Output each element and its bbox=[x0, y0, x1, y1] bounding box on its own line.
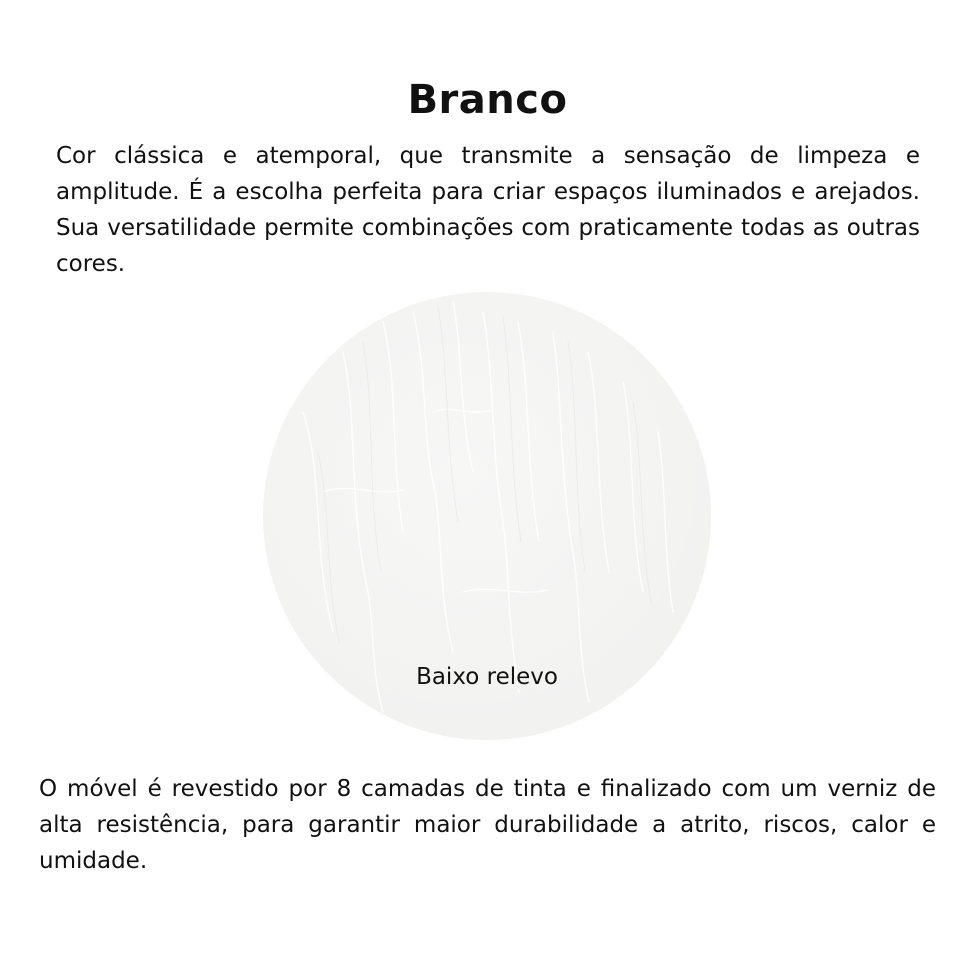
color-title: Branco bbox=[407, 77, 568, 123]
color-description: Cor clássica e atemporal, que transmite a sensação de limpeza e amplitude. É a escolha perfeita para criar espaços iluminados e arejados. Sua versatilidade permite combinações com praticamente todas as outras cores. bbox=[56, 143, 920, 277]
swatch-label: Baixo relevo bbox=[416, 664, 558, 690]
finish-note: O móvel é revestido por 8 camadas de tinta e finalizado com um verniz de alta resistência, para garantir maior durabilidade a atrito, riscos, calor e umidade. bbox=[39, 776, 936, 874]
